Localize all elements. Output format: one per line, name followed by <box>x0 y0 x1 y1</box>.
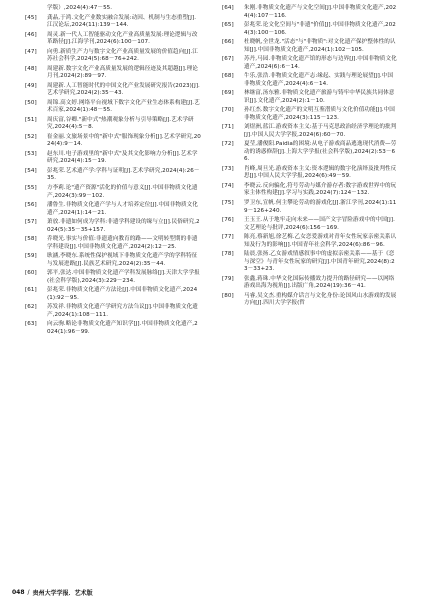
reference-number: [63] <box>25 321 37 328</box>
reference-column-left <box>25 5 201 338</box>
reference-number: [74] <box>222 182 234 189</box>
reference-number: [50] <box>25 99 37 106</box>
reference-item <box>222 166 398 181</box>
reference-number: [69] <box>222 90 234 97</box>
reference-column-right <box>222 5 398 310</box>
reference-item <box>222 124 398 139</box>
reference-number: [47] <box>25 48 37 55</box>
reference-text: 赵东川.电子游戏里的"新中式"及其文化影响力分析[J].艺术学研究,2024(4):15－19. <box>47 150 198 165</box>
reference-number: [70] <box>222 107 234 114</box>
reference-number: [53] <box>25 150 37 157</box>
reference-text: 乔晓光.事实与价值:非遗遗向教育的路——文明转型期的非遗学科建设[J].中国非物质文化遗产,2024(2):12－25. <box>47 236 198 250</box>
reference-text: 郭平,张达.中国非物质文化遗产学科发展脉络[J].天津大学学报(社会科学版),2024(3):229－234. <box>47 270 200 284</box>
reference-item <box>25 32 201 47</box>
reference-number: [48] <box>25 65 37 72</box>
reference-number: [59] <box>25 253 37 260</box>
reference-text: 罗卫东,宣帆.何主攀论劳动的游戏化[J].浙江学刊,2024(1):119－126+240. <box>244 200 397 214</box>
reference-number: [78] <box>222 251 234 258</box>
reference-item <box>25 49 201 64</box>
reference-number: [67] <box>222 56 234 63</box>
page-number: 048 <box>12 589 25 596</box>
reference-number: [55] <box>25 185 37 192</box>
reference-text: 周灵.新一代人工智能驱动文化产业高质量发展:理论逻辑与改革路径[J].江海学刊,2024(6):100－107. <box>47 31 198 46</box>
reference-item <box>25 100 201 115</box>
reference-item <box>25 83 201 98</box>
reference-text: 孙红杰.数字文化遗产的文明互鉴潜质与文化价值功能[J].中国非物质文化遗产,2024(3):115－123. <box>244 107 395 121</box>
reference-item <box>222 234 398 249</box>
reference-item <box>222 107 398 122</box>
reference-text: 张鑫,蒋珠.中华文化国际传播效力提升的路径研究——以网络游戏出海为视角[J].出版广角,2024(19):36－41. <box>244 275 395 290</box>
reference-text: 陈亮,蔡新旭,徐艺梅.乙女恋爱游戏对青年女性玩家亲密关系认知及行为的影响[J].中国青年社会科学,2024(6):86－96. <box>244 234 397 248</box>
reference-item <box>25 253 201 268</box>
reference-text: 彭兆荣.非物质文化遗产方法论[J].中国非物质文化遗产,2024(1):92－95. <box>47 287 198 301</box>
reference-text: 耿涵,李晓东.系统性保护视域下非物质文化遗产学的学科特征与发展进路[J].民族艺术研究,2024(2):35－44. <box>47 253 198 267</box>
reference-number: [68] <box>222 73 234 80</box>
reference-number: [51] <box>25 116 37 123</box>
reference-number: [61] <box>25 287 37 294</box>
reference-number: [60] <box>25 270 37 277</box>
reference-item <box>25 304 201 319</box>
reference-text: 陆晨,张扬.乙女游戏情感叙事中的虚拟亲密关系——基于《恋与深空》与青年女性玩家的研究[J].中国青年研究,2024(8):23－33+23. <box>244 251 395 273</box>
journal-name: 贵州大学学报．艺术版 <box>32 590 93 597</box>
reference-number: [76] <box>222 217 234 224</box>
reference-text: 牛乐,张浩.非物质文化遗产志:缘起、实践与理论展望[J].中国非物质文化遗产,2024(4):6－14. <box>244 73 394 87</box>
reference-number: [71] <box>222 124 234 131</box>
reference-number: [79] <box>222 275 234 282</box>
reference-text: 肖峰,周旦光.游戏资本主义:资本逻辑的数字化演绎及批判性反思[J].中国人民大学学报,2024(6):49－59. <box>244 165 397 180</box>
reference-item <box>222 90 398 105</box>
reference-item <box>25 236 201 251</box>
reference-item <box>25 287 201 302</box>
reference-item <box>25 117 201 132</box>
reference-item <box>222 56 398 71</box>
reference-text: 周建新.数字文化产业高质量发展的逻辑径迹及其超越[J].理论月刊,2024(2):89－97. <box>47 65 198 80</box>
reference-item <box>25 202 201 217</box>
reference-number: [72] <box>222 141 234 148</box>
reference-text: 王玉王.从于地牢走向未来——国产文字冒险游戏中的中国[J].文艺理论与批评,2024(6):156－169. <box>244 217 395 231</box>
reference-item <box>25 168 201 183</box>
page-footer <box>12 588 93 597</box>
reference-text: 杜晓帆,全世龙."活态"与"非物质":对文化遗产保护整体性的认知[J].中国非物质文化遗产,2024(1):102－105. <box>244 39 396 53</box>
reference-text: 彭兆荣.艺术遗产学:学科与证明[J].艺术学研究,2024(4):26－35. <box>47 167 200 182</box>
reference-text: 李晓云.反向骗化,符号劳动与媒介游存者:数字游戏世界中的玩家主体性构建[J].学习与实践,2024(7):124－132. <box>244 182 397 197</box>
reference-number: [49] <box>25 82 37 89</box>
reference-text: 彭兆荣.论文化空间与"非遗"价值[J].中国非物质文化遗产,2024(3):100－106. <box>244 22 396 36</box>
reference-item <box>25 270 201 285</box>
reference-item <box>25 134 201 149</box>
reference-item <box>222 39 398 54</box>
reference-number: [58] <box>25 236 37 243</box>
reference-text: 周庆富,谷卿."新中式"热潮观象分析与引导策略[J].艺术学研究,2024(4):5－8. <box>47 116 194 131</box>
reference-text: 潘鲁生.非物质文化遗产学与人才培养定位[J].中国非物质文化遗产,2024(1):14－21. <box>47 202 198 216</box>
reference-text: 夏莹,潘俊阳.Paidia的困境:从电子游戏商品逃逸现代消费—劳动的诱惑修辞[J].上海大学学报(社会科学版),2024(2):53－66. <box>244 141 397 163</box>
reference-text: 马睿,吴文杰.重构媒介话言与文化身份:论国风山水游戏的发展方向[J].四川大学学报(哲 <box>244 292 397 307</box>
reference-number: [73] <box>222 165 234 172</box>
reference-text: 周建新.人工智能时代的中国文化产业发展研究报告(2023)[J].艺术学研究,2024(2):35－43. <box>47 82 200 97</box>
reference-item <box>222 200 398 215</box>
reference-item <box>222 73 398 88</box>
reference-item <box>222 5 398 20</box>
reference-item <box>25 66 201 81</box>
reference-number: [75] <box>222 200 234 207</box>
reference-text: 学版）,2024(4):47－55. <box>47 5 113 11</box>
reference-item <box>25 15 201 30</box>
reference-number: [46] <box>25 31 37 38</box>
reference-number: [54] <box>25 167 37 174</box>
reference-number: [52] <box>25 133 37 140</box>
reference-item <box>25 151 201 166</box>
reference-number: [56] <box>25 202 37 209</box>
reference-item <box>222 217 398 232</box>
reference-number: [80] <box>222 292 234 299</box>
reference-item <box>222 251 398 274</box>
reference-number: [57] <box>25 219 37 226</box>
reference-number: [64] <box>222 5 234 11</box>
reference-text: 崔金丽.文旅场景中的"新中式"服饰现象分析[J].艺术学研究,2024(4):9－14. <box>47 133 201 148</box>
reference-item <box>222 141 398 164</box>
reference-text: 林继富,汤东雅.非物质文化遗产旅游与铸牢中华民族共同体意识[J].文化遗产,2024(2):1－10. <box>244 90 395 104</box>
reference-item <box>25 321 201 336</box>
reference-item <box>222 22 398 37</box>
reference-text: 向云驹.略论非物质文化遗产知识学[J].中国非物质文化遗产,2024(1):96－99. <box>47 321 198 335</box>
reference-item <box>222 293 398 308</box>
reference-text: 苏发祥.非物质文化遗产学研究方法刍议[J].中国非物质文化遗产,2024(1):108－111. <box>47 304 198 318</box>
footer-separator: / <box>27 589 30 596</box>
reference-number: [77] <box>222 234 234 241</box>
reference-item <box>25 219 201 234</box>
reference-number: [66] <box>222 39 234 46</box>
reference-number: [62] <box>25 304 37 311</box>
reference-number: [65] <box>222 22 234 29</box>
reference-item <box>25 5 201 13</box>
reference-text: 周锦.高文婷.网络平台视域下数字文化产业生态体系构建[J].艺术百家,2024(1):48－55. <box>47 99 200 114</box>
reference-text: 刘煜洲,蓝江.游戏资本主义:基于马克思政治经济学理论的批判[J].中国人民大学学报,2024(6):60－70. <box>244 124 397 138</box>
reference-text: 萧放.非遗如何成为学科:非遗学科建设的缘与立[J].民俗研究,2024(5):35－35+157. <box>47 219 200 233</box>
reference-item <box>25 185 201 200</box>
reference-text: 苏丹,马园.非物质文化遗产馆的形态与边界[J].中国非物质文化遗产,2024(6):6－14. <box>244 56 397 70</box>
reference-item <box>222 276 398 291</box>
reference-number: [45] <box>25 14 37 21</box>
reference-item <box>222 183 398 198</box>
reference-text: 方李莉.论"遗产资源"活化的价值与意义[J].中国非物质文化遗产,2024(3):99－102. <box>47 185 198 199</box>
reference-text: 朱刚.非物质文化遗产与文化空间[J].中国非物质文化遗产,2024(4):107－116. <box>244 5 397 19</box>
reference-text: 龚晶,于鸿.文化产业数实融合发展:动因、机制与生态重塑[J].江汉论坛,2024(11):139－144. <box>47 14 197 29</box>
reference-text: 向勇.新质生产力与数字文化产业高质量发展的价值趋向[J].江苏社会科学,2024(5):68－76+242. <box>47 48 198 63</box>
